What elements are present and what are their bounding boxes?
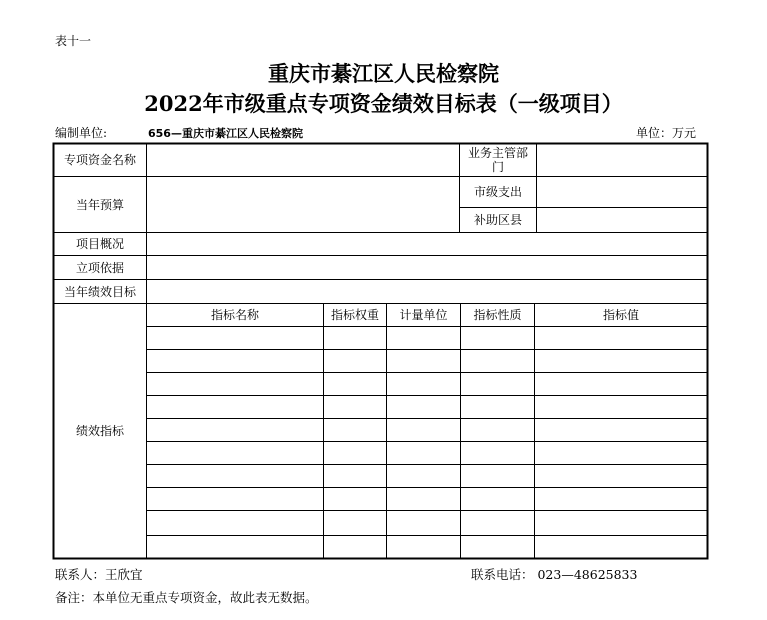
overview-label: 项目概况 (75, 237, 124, 251)
page-title: 重庆市綦江区人民检察院 (268, 61, 499, 86)
col-header-indicator-name: 指标名称 (210, 308, 259, 322)
note: 备注：本单位无重点专项资金，故此表无数据。 (55, 590, 318, 605)
fund-name-label: 专项资金名称 (63, 153, 136, 167)
target-label: 当年绩效目标 (63, 284, 136, 299)
col-header-indicator-nature: 指标性质 (473, 308, 522, 322)
district-subsidy-label: 补助区县 (473, 213, 522, 227)
col-header-indicator-weight: 指标权重 (330, 308, 379, 322)
contact-person: 联系人：王欣宜 (55, 567, 143, 582)
currency-unit: 单位：万元 (636, 126, 697, 140)
basis-label: 立项依据 (75, 260, 124, 275)
city-expense-label: 市级支出 (473, 185, 522, 199)
col-header-indicator-value: 指标值 (602, 308, 639, 322)
page-subtitle: 2022年市级重点专项资金绩效目标表（一级项目） (144, 91, 623, 116)
contact-phone: 联系电话： 023—48625833 (471, 567, 638, 582)
unit-name: 656—重庆市綦江区人民检察院 (148, 127, 303, 140)
budget-label: 当年预算 (75, 197, 124, 212)
authority-label: 业务主管部门 (467, 146, 528, 174)
unit-label: 编制单位: (55, 126, 108, 140)
indicators-label: 绩效指标 (75, 424, 124, 438)
col-header-measure-unit: 计量单位 (399, 308, 448, 322)
form-tag: 表十一 (55, 34, 92, 48)
